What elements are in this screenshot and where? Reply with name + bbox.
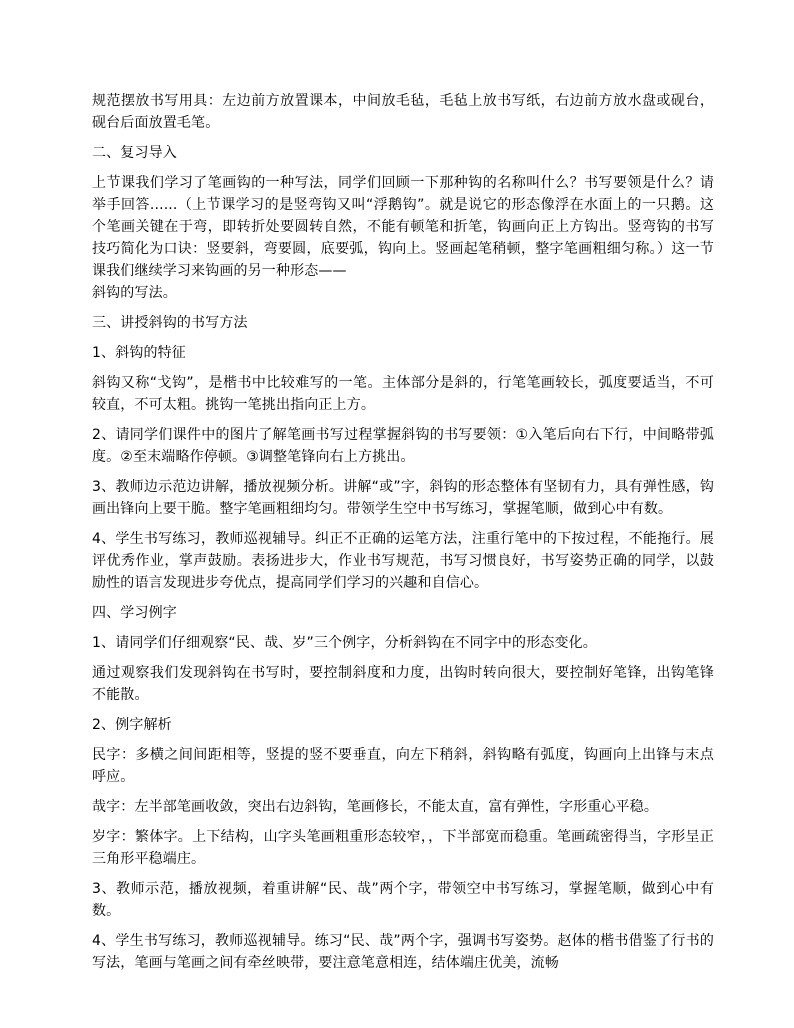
section-heading-review: 二、复习导入 <box>92 145 177 161</box>
section-heading-teaching: 三、讲授斜钩的书写方法 <box>92 315 248 331</box>
paragraph-review-intro <box>92 172 714 304</box>
paragraph-observe-examples: 1、请同学们仔细观察“民、哉、岁”三个例字，分析斜钩在不同字中的形态变化。 <box>92 635 597 651</box>
paragraph-student-practice: 4、学生书写练习，教师巡视辅导。纠正不正确的运笔方法，注重行笔中的下按过程，不能拖行。展评优秀作业，掌声鼓励。表扬进步大，作业书写规范，书写习惯良好，书写姿势正确的同学，以鼓励性的语言发现进步夸优点，提高同学们学习的兴趣和自信心。 <box>92 531 714 591</box>
paragraph-char-min: 民字：多横之间间距相等，竖提的竖不要垂直，向左下稍斜，斜钩略有弧度，钩画向上出锋与末点呼应。 <box>92 747 714 785</box>
document-body <box>92 90 714 982</box>
section-heading-examples: 四、学习例字 <box>92 605 177 621</box>
paragraph-writing-tools: 规范摆放书写用具：左边前方放置课本，中间放毛毡，毛毡上放书写纸，右边前方放水盘或砚台，砚台后面放置毛笔。 <box>92 93 714 131</box>
paragraph-observation-result: 通过观察我们发现斜钩在书写时，要控制斜度和力度，出钩时转向很大，要控制好笔锋，出钩笔锋不能散。 <box>92 665 714 703</box>
paragraph-student-practice-2: 4、学生书写练习，教师巡视辅导。练习“民、哉”两个字，强调书写姿势。赵体的楷书借鉴了行书的写法，笔画与笔画之间有牵丝映带，要注意笔意相连，结体端庄优美，流畅 <box>92 933 714 971</box>
subheading-features: 1、斜钩的特征 <box>92 345 186 361</box>
paragraph-hook-features: 斜钩又称“戈钩”，是楷书中比较难写的一笔。主体部分是斜的，行笔笔画较长，弧度要适当，不可较直，不可太粗。挑钩一笔挑出指向正上方。 <box>92 375 714 413</box>
paragraph-teacher-demo: 3、教师边示范边讲解，播放视频分析。讲解“或”字，斜钩的形态整体有坚韧有力，具有弹性感，钩画出锋向上要干脆。整字笔画粗细均匀。带领学生空中书写练习，掌握笔顺，做到心中有数。 <box>92 479 714 517</box>
paragraph-writing-steps: 2、请同学们课件中的图片了解笔画书写过程掌握斜钩的书写要领：①入笔后向右下行，中间略带弧度。②至末端略作停顿。③调整笔锋向右上方挑出。 <box>92 427 714 465</box>
review-intro-tail: 斜钩的写法。 <box>92 285 177 301</box>
paragraph-teacher-demo-2: 3、教师示范，播放视频，着重讲解“民、哉”两个字，带领空中书写练习，掌握笔顺，做到心中有数。 <box>92 881 714 919</box>
review-intro-text: 上节课我们学习了笔画钩的一种写法，同学们回顾一下那种钩的名称叫什么？书写要领是什么？请举手回答......（上节课学习的是竖弯钩又叫“浮鹅钩”。就是说它的形态像浮在水面上的一只鹅。这个笔画关键在于弯，即转折处要圆转自然，不能有顿笔和折笔，钩画向正上方钩出。竖弯钩的书写技巧简化为口诀：竖要斜，弯要圆，底要弧，钩向上。竖画起笔稍顿，整字笔画粗细匀称。）这一节课我们继续学习来钩画的另一种形态—— <box>92 175 714 279</box>
paragraph-char-sui: 岁字：繁体字。上下结构，山字头笔画粗重形态较窄，，下半部宽而稳重。笔画疏密得当，字形呈正三角形平稳端庄。 <box>92 829 714 867</box>
subheading-example-analysis: 2、例字解析 <box>92 717 172 733</box>
paragraph-char-zai: 哉字：左半部笔画收敛，突出右边斜钩，笔画修长，不能太直，富有弹性，字形重心平稳。 <box>92 799 658 815</box>
